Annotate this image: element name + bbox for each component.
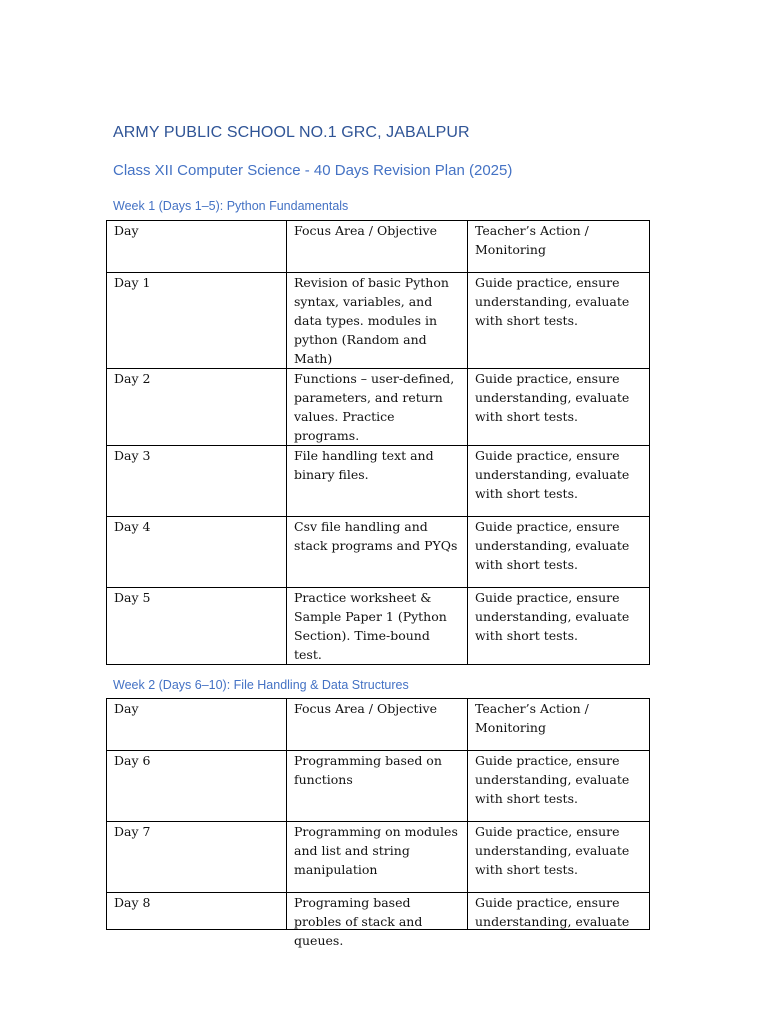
column-header-focus: Focus Area / Objective [287, 699, 468, 751]
action-cell: Guide practice, ensure understanding, evaluate [468, 893, 650, 930]
week-2-heading: Week 2 (Days 6–10): File Handling & Data Structures [113, 678, 409, 692]
focus-cell: Csv file handling and stack programs and PYQs [287, 517, 468, 588]
column-header-day: Day [107, 699, 287, 751]
week-1-table [106, 220, 650, 665]
week-2-table [106, 698, 650, 948]
column-header-focus: Focus Area / Objective [287, 221, 468, 273]
column-header-action: Teacher’s Action / Monitoring [468, 699, 650, 751]
table-header-row [107, 221, 650, 273]
table-row [107, 446, 650, 517]
action-cell: Guide practice, ensure understanding, evaluate with short tests. [468, 822, 650, 893]
table-row [107, 893, 650, 930]
focus-cell: Practice worksheet & Sample Paper 1 (Python Section). Time-bound test. [287, 588, 468, 665]
focus-cell: Revision of basic Python syntax, variables, and data types. modules in python (Random and Math) [287, 273, 468, 369]
action-cell: Guide practice, ensure understanding, evaluate with short tests. [468, 446, 650, 517]
action-cell: Guide practice, ensure understanding, evaluate with short tests. [468, 517, 650, 588]
day-cell: Day 8 [107, 893, 287, 930]
focus-cell: Functions – user-defined, parameters, and return values. Practice programs. [287, 369, 468, 446]
table-row [107, 588, 650, 665]
focus-cell: File handling text and binary files. [287, 446, 468, 517]
action-cell: Guide practice, ensure understanding, evaluate with short tests. [468, 588, 650, 665]
day-cell: Day 1 [107, 273, 287, 369]
table-row [107, 273, 650, 369]
week-1-heading: Week 1 (Days 1–5): Python Fundamentals [113, 199, 349, 213]
day-cell: Day 4 [107, 517, 287, 588]
day-cell: Day 7 [107, 822, 287, 893]
day-cell: Day 2 [107, 369, 287, 446]
school-title: ARMY PUBLIC SCHOOL NO.1 GRC, JABALPUR [113, 124, 470, 141]
day-cell: Day 6 [107, 751, 287, 822]
day-cell: Day 5 [107, 588, 287, 665]
column-header-day: Day [107, 221, 287, 273]
action-cell: Guide practice, ensure understanding, evaluate with short tests. [468, 369, 650, 446]
table-row [107, 822, 650, 893]
table-row [107, 517, 650, 588]
table-row [107, 369, 650, 446]
day-cell: Day 3 [107, 446, 287, 517]
action-cell: Guide practice, ensure understanding, evaluate with short tests. [468, 273, 650, 369]
table-row [107, 751, 650, 822]
focus-cell: Programing based probles of stack and queues. [287, 893, 468, 930]
plan-title: Class XII Computer Science - 40 Days Revision Plan (2025) [113, 162, 513, 179]
column-header-action: Teacher’s Action / Monitoring [468, 221, 650, 273]
table-header-row [107, 699, 650, 751]
action-cell: Guide practice, ensure understanding, evaluate with short tests. [468, 751, 650, 822]
focus-cell: Programming based on functions [287, 751, 468, 822]
focus-cell: Programming on modules and list and string manipulation [287, 822, 468, 893]
